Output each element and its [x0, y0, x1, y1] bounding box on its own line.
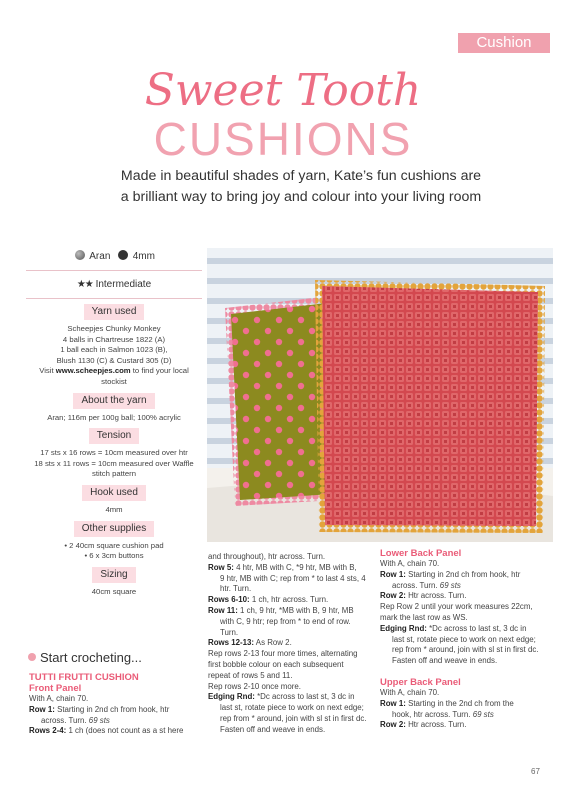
about-yarn-text: Aran; 116m per 100g ball; 100% acrylic [47, 412, 181, 422]
visit-text: Visit [39, 366, 56, 376]
pattern-line: Row 2: Htr across. Turn. [380, 591, 467, 601]
page-number: 67 [531, 767, 540, 776]
pattern-line: Rep Row 2 until your work measures 22cm, [380, 602, 533, 612]
pattern-subtitle: Front Panel [29, 683, 82, 694]
hook-icon [118, 250, 128, 260]
pattern-line: 9 htr, MB with C; rep from * to last 4 sts, 4 [220, 573, 366, 583]
subtitle: Made in beautiful shades of yarn, Kate’s fun cushions are a brilliant way to bring joy and colour into your living room [120, 168, 482, 205]
yarn-weight: Aran [89, 251, 111, 262]
visit-text-end: to find your local stockist [101, 366, 189, 386]
stockist-line [26, 366, 202, 387]
pattern-line: Fasten off and weave in ends. [392, 656, 498, 666]
yarn-line: Blush 1130 (C) & Custard 305 (D) [56, 355, 172, 365]
pattern-line: Row 1: Starting in 2nd ch from hook, htr [380, 569, 521, 579]
meta-weight-hook [26, 248, 202, 266]
pattern-line: with C, 9 htr; rep from * to end of row. [220, 616, 351, 626]
pattern-line: Row 5: 4 htr, MB with C, *9 htr, MB with B, [208, 562, 357, 572]
pattern-column-1 [29, 672, 201, 737]
pattern-line: last st, rotate piece to work on next edge; [220, 703, 364, 713]
pattern-line: hook, htr across. Turn. 69 sts [392, 709, 494, 719]
supply-item: • 6 x 3cm buttons [84, 551, 144, 561]
yarn-used-heading: Yarn used [84, 304, 145, 320]
supply-item: • 2 40cm square cushion pad [64, 540, 164, 550]
section-tag: Cushion [458, 33, 550, 53]
pattern-text [29, 694, 201, 737]
divider [26, 298, 202, 299]
pattern-line: With A, chain 70. [380, 687, 440, 697]
pattern-line: Turn. [220, 627, 239, 637]
cushions-illustration [207, 248, 553, 542]
about-yarn-heading: About the yarn [73, 393, 154, 409]
pattern-line: Edging Rnd: *Dc across to last st, 3 dc in [380, 623, 527, 633]
upper-back-panel-text [380, 688, 550, 731]
pattern-line: Row 11: 1 ch, 9 htr, *MB with B, 9 htr, MB [208, 605, 354, 615]
pattern-line: across. Turn. 69 sts [392, 580, 461, 590]
other-supplies-heading: Other supplies [74, 521, 154, 537]
tension-heading: Tension [89, 428, 139, 444]
title-caps: CUSHIONS [153, 113, 413, 165]
info-sidebar [26, 248, 202, 597]
pattern-line: and throughout), htr across. Turn. [208, 552, 326, 561]
pattern-line: Row 1: Starting in 2nd ch from hook, htr [29, 704, 170, 714]
title-script: Sweet Tooth [144, 65, 422, 116]
pattern-line: rep from * around, join with sl st in first dc. [392, 645, 539, 655]
upper-back-panel-heading: Upper Back Panel [380, 676, 461, 688]
pattern-line: With A, chain 70. [380, 559, 440, 568]
pattern-line: Rep rows 2-10 once more. [208, 681, 301, 691]
lower-back-panel-heading: Lower Back Panel [380, 548, 462, 559]
yarn-ball-icon [75, 250, 85, 260]
sizing-text: 40cm square [91, 586, 137, 596]
pattern-line: repeat of rows 5 and 11. [208, 670, 293, 680]
scheepjes-link[interactable]: www.scheepjes.com [55, 366, 131, 376]
pattern-line: Edging Rnd: *Dc across to last st, 3 dc in [208, 692, 355, 702]
pattern-line: mark the last row as WS. [380, 612, 468, 622]
pattern-column-3 [380, 548, 550, 731]
pattern-line: Rows 6-10: 1 ch, htr across. Turn. [208, 595, 329, 605]
pattern-line: rep from * around, join with sl st in first dc. [220, 713, 367, 723]
lower-back-panel-text [380, 559, 550, 667]
yarn-line: 1 ball each in Salmon 1023 (B), [60, 345, 168, 355]
hook-used-heading: Hook used [82, 485, 146, 501]
pattern-line: htr. Turn. [220, 584, 252, 594]
skill-level: Intermediate [95, 279, 152, 290]
pattern-line: With A, chain 70. [29, 694, 89, 703]
yarn-line: Scheepjes Chunky Monkey [67, 324, 161, 333]
tension-line: 17 sts x 16 rows = 10cm measured over htr [40, 448, 188, 458]
pattern-line: Rows 2-4: 1 ch (does not count as a st here [29, 726, 184, 736]
pattern-column-2 [208, 552, 372, 736]
tension-text [26, 448, 202, 480]
website-watermark: PassionForum.ru [472, 784, 541, 794]
start-label: Start crocheting... [40, 650, 142, 665]
pattern-line: Rep rows 2-13 four more times, alternating [208, 649, 358, 659]
start-crocheting-heading [28, 650, 142, 665]
meta-level [26, 276, 202, 294]
pattern-line: Rows 12-13: As Row 2. [208, 638, 292, 648]
divider [26, 270, 202, 271]
hook-used-text: 4mm [105, 504, 123, 514]
star-icon: ★★ [76, 279, 93, 290]
pattern-line: Row 1: Starting in the 2nd ch from the [380, 698, 514, 708]
pattern-line: Row 2: Htr across. Turn. [380, 720, 467, 730]
yarn-used-text [26, 324, 202, 388]
supplies-list [26, 541, 202, 562]
pattern-line: across. Turn. 69 sts [41, 715, 110, 725]
pattern-line: last st, rotate piece to work on next edge; [392, 634, 536, 644]
tension-line: 18 sts x 11 rows = 10cm measured over Waffle stitch pattern [34, 458, 194, 479]
pattern-line: Fasten off and weave in ends. [220, 724, 326, 734]
hook-size: 4mm [132, 251, 155, 262]
pattern-line: first bobble colour on each subsequent [208, 659, 344, 669]
bullet-dot-icon [28, 653, 36, 661]
sizing-heading: Sizing [92, 567, 135, 583]
pattern-title: TUTTI FRUTTI CUSHION [29, 672, 139, 683]
yarn-line: 4 balls in Chartreuse 1822 (A) [62, 334, 166, 344]
cushions-photo [207, 248, 553, 542]
